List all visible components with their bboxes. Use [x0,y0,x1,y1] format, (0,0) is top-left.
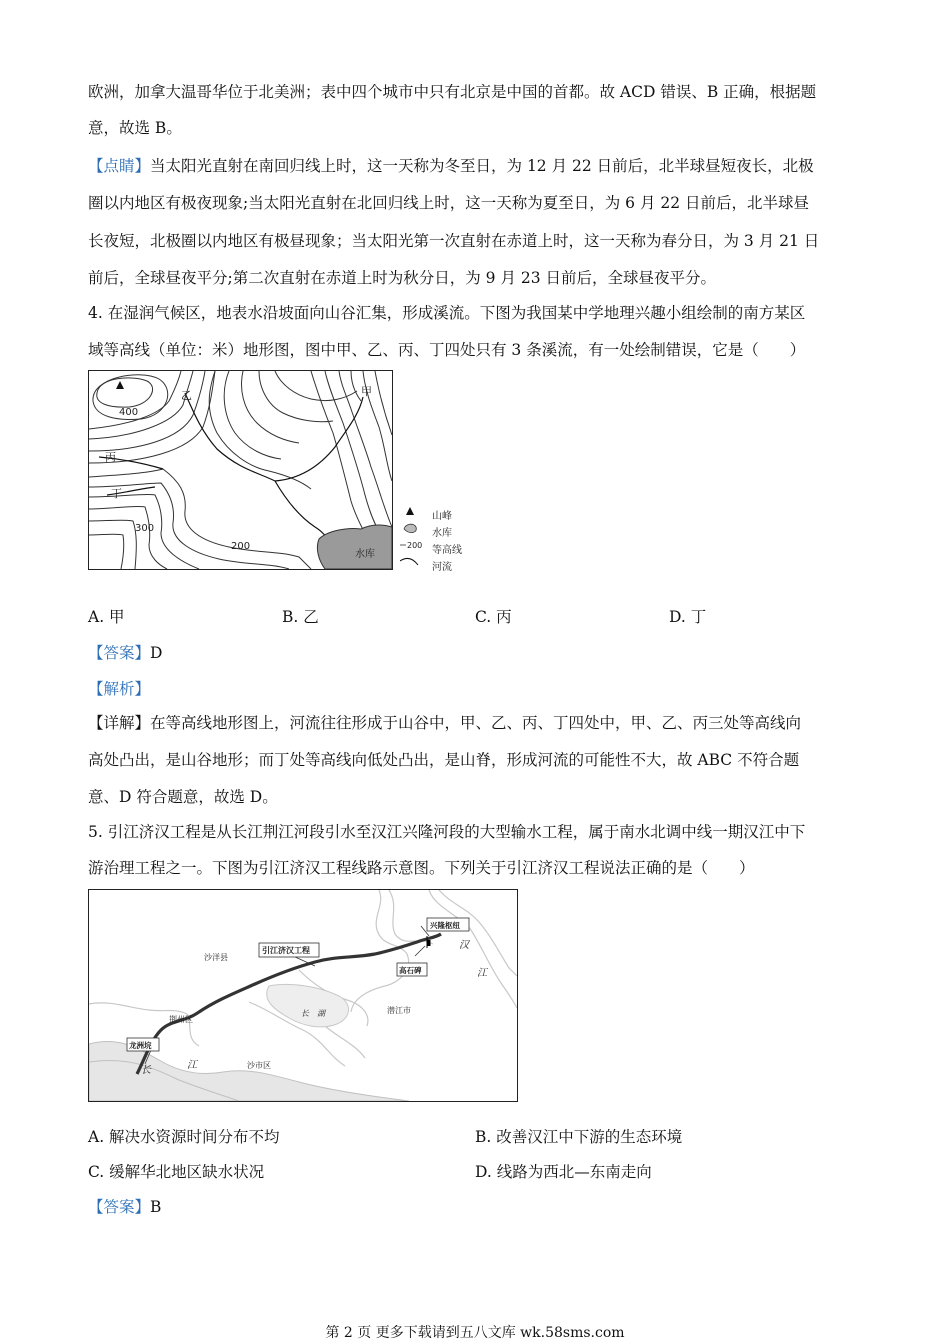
option-b[interactable]: B. 乙 [282,608,319,626]
label-changhu: 长 湖 [301,1009,325,1018]
label-qianjiang: 潜江市 [387,1006,411,1015]
label-shayang: 沙洋县 [204,953,228,962]
detail-tag: 【详解】 [88,714,151,732]
legend-peak-label: 山峰 [432,511,452,522]
peak-icon [116,381,124,389]
text-line: 欧洲，加拿大温哥华位于北美洲；表中四个城市中只有北京是中国的首都。故 ACD 错误、B 正确，根据题 [88,83,817,101]
route-map [88,889,518,1102]
legend-river-icon [400,558,418,565]
label-project: 引江济汉工程 [262,946,310,955]
answer-value: B [150,1198,162,1216]
label-bing: 丙 [105,451,116,464]
option-a[interactable]: A. 甲 [88,608,125,626]
label-jiang-bottom: 江 [187,1060,197,1071]
text-line: 前后，全球昼夜平分;第二次直射在赤道上时为秋分日，为 9 月 23 日前后，全球昼夜平分。 [88,269,717,287]
legend-reservoir-label: 水库 [432,528,452,539]
question-4-stem-cont: 域等高线（单位：米）地形图，图中甲、乙、丙、丁四处只有 3 条溪流，有一处绘制错误，它是（ ） [88,341,806,359]
option-c[interactable]: C. 丙 [475,608,512,626]
text-line: 长夜短，北极圈以内地区有极昼现象；当太阳光第一次直射在赤道上时，这一天称为春分日，为 3 月 21 日 [88,232,820,250]
legend-river-label: 河流 [432,562,452,573]
label-gaoshibei: 高石碑 [399,966,422,975]
page-footer: 第 2 页 更多下载请到五八文库 wk.58sms.com [325,1325,625,1341]
option-d[interactable]: D. 丁 [669,608,707,626]
option-d[interactable]: D. 线路为西北—东南走向 [475,1163,652,1181]
legend-symbols [400,503,432,575]
answer-q4 [88,643,162,663]
question-5-stem-cont: 游治理工程之一。下图为引江济汉工程线路示意图。下列关于引江济汉工程说法正确的是（ ） [88,859,755,877]
text-segment: 当太阳光直射在南回归线上时，这一天称为冬至日，为 12 月 22 日前后，北半球昼短夜长，北极 [150,157,814,175]
text-line: 意，故选 B。 [88,119,182,137]
tip-paragraph [88,156,814,176]
label-reservoir: 水库 [355,549,375,560]
option-a[interactable]: A. 解决水资源时间分布不均 [88,1128,280,1146]
question-5-stem: 5. 引江济汉工程是从长江荆江河段引水至汉江兴隆河段的大型输水工程，属于南水北调中线一期汉江中下 [88,823,806,841]
analysis-q4 [88,679,150,699]
label-jingzhou: 荆州区 [169,1015,193,1024]
legend-reservoir-icon [404,524,416,532]
legend-contour-sample: 200 [407,541,423,550]
text-line: 圈以内地区有极夜现象;当太阳光直射在北回归线上时，这一天称为夏至日，为 6 月 22 日前后，北半球昼 [88,194,810,212]
legend-peak-icon [406,507,414,515]
label-shashi: 沙市区 [247,1061,271,1070]
label-longzhou: 龙洲垸 [129,1041,152,1050]
label-ding: 丁 [111,487,122,500]
detail-q4 [88,713,801,733]
label-jia: 甲 [361,385,372,398]
question-4-stem: 4. 在湿润气候区，地表水沿坡面向山谷汇集，形成溪流。下图为我国某中学地理兴趣小组绘制的南方某区 [88,304,806,322]
text-segment: 在等高线地形图上，河流往往形成于山谷中，甲、乙、丙、丁四处中，甲、乙、丙三处等高线向 [150,714,802,732]
label-jiang-right: 江 [477,968,487,979]
label-xinglong: 兴隆枢纽 [430,921,460,930]
contour-label-300: 300 [135,523,155,534]
text-line: 意、D 符合题意，故选 D。 [88,788,278,806]
contour-map [88,370,393,570]
option-b[interactable]: B. 改善汉江中下游的生态环境 [475,1128,683,1146]
answer-value: D [150,644,163,662]
answer-q5 [88,1197,161,1217]
text-line: 高处凸出，是山谷地形；而丁处等高线向低处凸出，是山脊，形成河流的可能性不大，故 ABC 不符合题 [88,751,800,769]
legend-contour-label: 等高线 [432,545,462,556]
tip-tag: 【点睛】 [88,157,151,175]
label-chang: 长 [141,1065,151,1076]
label-han: 汉 [459,940,469,951]
contour-label-400: 400 [119,407,139,418]
contour-map-svg [89,371,392,569]
route-map-svg [89,890,517,1101]
option-c[interactable]: C. 缓解华北地区缺水状况 [88,1163,265,1181]
label-yi: 乙 [181,389,192,402]
answer-tag: 【答案】 [88,1198,151,1216]
contour-label-200: 200 [231,541,251,552]
analysis-tag: 【解析】 [88,680,151,698]
answer-tag: 【答案】 [88,644,151,662]
